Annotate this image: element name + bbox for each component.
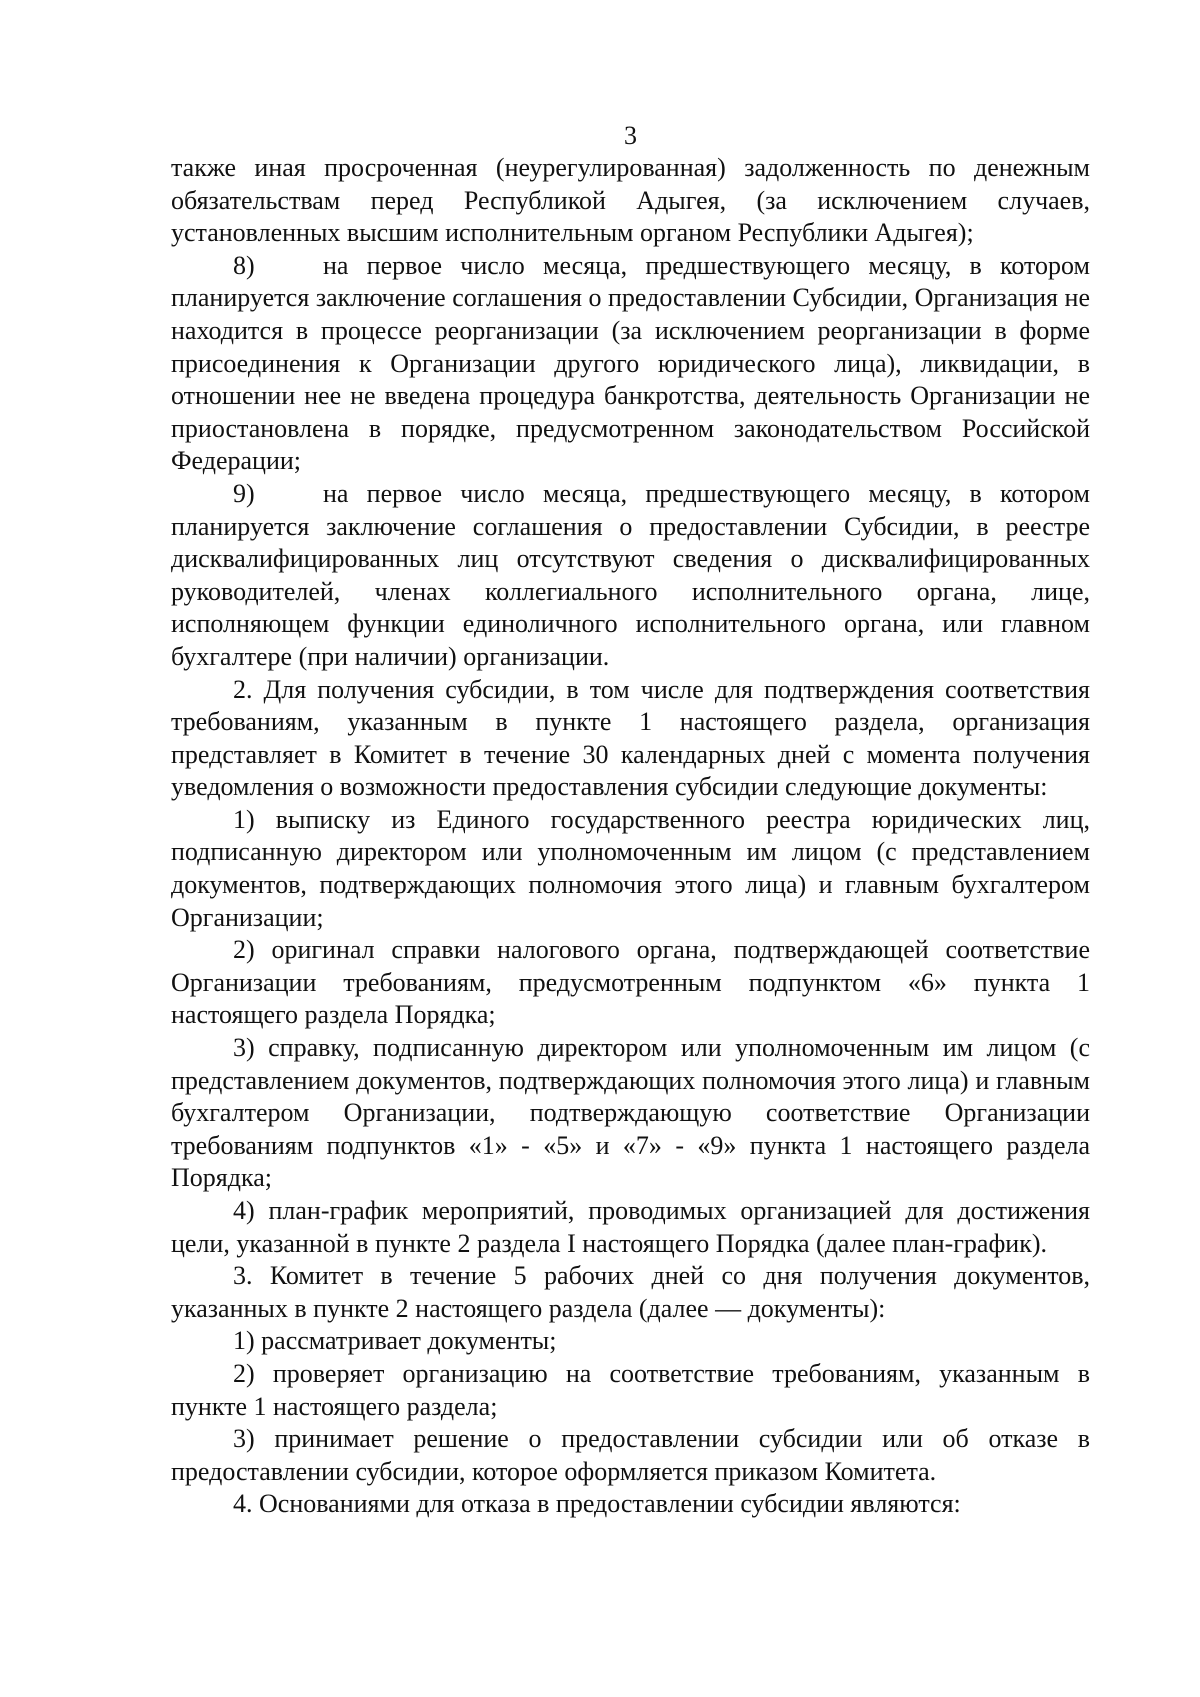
- list-item-text: на первое число месяца, предшествующего месяцу, в котором планируется заключение соглашения о предоставлении Субсидии, Организация не находится в процессе реорганизации (за исключением реорганизации в форме присоединения к Организации другого юридического лица), ликвидации, в отношении нее не введена процедура банкротства, деятельность Организации не приостановлена в порядке, предусмотренном законодательством Российской Федерации;: [171, 250, 1090, 476]
- clause-2: 2. Для получения субсидии, в том числе для подтверждения соответствия требованиям, указанным в пункте 1 настоящего раздела, организация представляет в Комитет в течение 30 календарных дней с момента получения уведомления о возможности предоставления субсидии следующие документы:: [171, 674, 1090, 802]
- clause-3-item-3: 3) принимает решение о предоставлении субсидии или об отказе в предоставлении субсидии, которое оформляется приказом Комитета.: [171, 1424, 1090, 1486]
- clause-2-item-2: 2) оригинал справки налогового органа, подтверждающей соответствие Организации требованиям, предусмотренным подпунктом «6» пункта 1 настоящего раздела Порядка;: [171, 935, 1090, 1030]
- paragraph-continuation: также иная просроченная (неурегулированная) задолженность по денежным обязательствам перед Республикой Адыгея, (за исключением случаев, установленных высшим исполнительным органом Республики Адыгея);: [171, 153, 1090, 248]
- clause-4: 4. Основаниями для отказа в предоставлении субсидии являются:: [233, 1489, 961, 1519]
- clause-2-item-1: 1) выписку из Единого государственного реестра юридических лиц, подписанную директором или уполномоченным им лицом (с представлением документов, подтверждающих полномочия этого лица) и главным бухгалтером Организации;: [171, 804, 1090, 932]
- clause-3-item-1: 1) рассматривает документы;: [233, 1326, 557, 1356]
- list-item-text: на первое число месяца, предшествующего месяцу, в котором планируется заключение соглашения о предоставлении Субсидии, в реестре дисквалифицированных лиц отсутствуют сведения о дисквалифицированных руководителей, членах коллегиального исполнительного органа, лице, исполняющем функции единоличного исполнительного органа, или главном бухгалтере (при наличии) организации.: [171, 478, 1090, 671]
- clause-3: 3. Комитет в течение 5 рабочих дней со дня получения документов, указанных в пункте 2 настоящего раздела (далее — документы):: [171, 1261, 1090, 1323]
- list-item-number: 8): [233, 250, 255, 280]
- clause-2-item-4: 4) план-график мероприятий, проводимых организацией для достижения цели, указанной в пункте 2 раздела I настоящего Порядка (далее план-график).: [171, 1196, 1090, 1258]
- list-item-number: 9): [233, 478, 255, 508]
- clause-2-item-3: 3) справку, подписанную директором или уполномоченным им лицом (с представлением документов, подтверждающих полномочия этого лица) и главным бухгалтером Организации, подтверждающую соответствие Организации требованиям подпунктов «1» - «5» и «7» - «9» пункта 1 настоящего раздела Порядка;: [171, 1033, 1090, 1193]
- list-item-9: [171, 478, 1090, 674]
- clause-3-item-2: 2) проверяет организацию на соответствие требованиям, указанным в пункте 1 настоящего раздела;: [171, 1358, 1090, 1421]
- list-item-8: [171, 250, 1090, 478]
- page-number: 3: [624, 121, 637, 150]
